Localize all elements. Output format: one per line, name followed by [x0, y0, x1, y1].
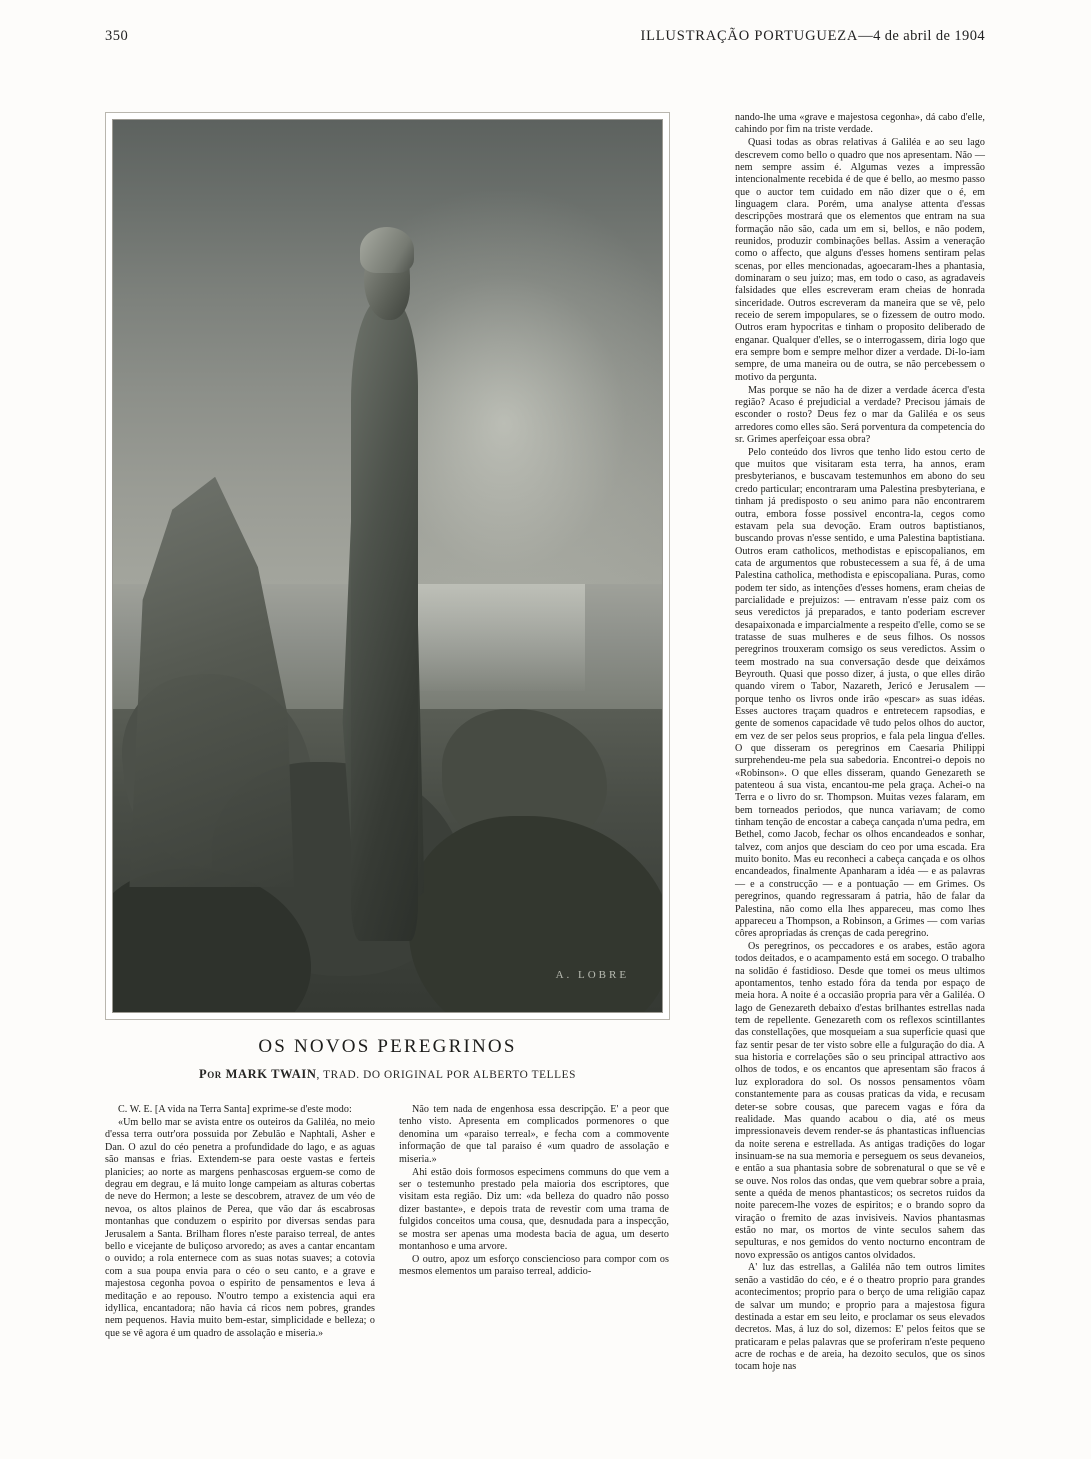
paragraph: Os peregrinos, os peccadores e os arabes, estão agora todos deitados, e o acampamento está em socego. O trabalho na solidão é fastidioso. Desde que tomei os meus ultimos apontamentos, tenho estado fóra da tenda por espaço de meia hora. A noite é a occasião propria para vêr a Galiléa. O lago de Genezareth debaixo d'estas brilhantes estrellas nada tem de repellente. Genezareth com os reflexos scintillantes das constellações, que mosqueiam a sua superficie quasi que faz sentir pesar de ter visto sobre elle a fulguração do dia. A sua historia e correlações são o seu principal attractivo aos olhos de todos, e os encantos que apresentam são fracos á luz exploradora do sol. Os nossos pensamentos vôam constantemente para as cousas praticas da vida, e recusam deter-se sobre cousas, que parecem vagas e fóra da realidade. Mas quando acabou o dia, até os meus impressionaveis devem render-se ás phantasticas influencias da noite serena e estrellada. As antigas tradições do logar insinuam-se na sua memoria e perseguem os seus devaneios, e então a sua phantasia sobre de sobrenatural o que se vê e se ouve. Nos rolos das ondas, que vem quebrar sobre a praia, sente a quéda de menos phantasticos; os secretos ruidos da noite parecem-lhe vozes de espiritos; e o brando sopro da viração o fremito de azas invisiveis. Navios phantasmas estão no mar, os mortos de vinte seculos sahem das sepulturas, e nos gemidos do vento nocturno encontram de novo expressão os antigos cantos olvidados. [735, 941, 985, 1261]
masthead [640, 28, 985, 45]
figure-body [351, 298, 418, 940]
paragraph: C. W. E. [A vida na Terra Santa] exprime-se d'este modo: [118, 1104, 352, 1115]
lower-text-columns [105, 1104, 670, 1340]
page-number: 350 [105, 28, 129, 44]
body-column-1 [105, 1104, 375, 1340]
article-byline [105, 1067, 670, 1082]
paragraph: Ahi estão dois formosos especimens communs do que vem a ser o testemunho prestado pela maioria dos escriptores, que visitam esta região. Diz um: «da belleza do quadro não posso dizer bastante», e depois trata de revestir com uma trama de fulgidos conceitos uma cousa, que, desnudada para a inspecção, se mostra ser apenas uma modesta bacia de agua, um deserto montanhoso e uma arvore. [399, 1166, 669, 1252]
byline-author: Por MARK TWAIN [198, 1067, 317, 1081]
paragraph: O outro, apoz um esforço consciencioso para compor com os mesmos elementos um paraiso terreal, addicio- [399, 1253, 669, 1278]
body-column-2 [399, 1104, 669, 1340]
article-title: OS NOVOS PEREGRINOS [258, 1036, 517, 1057]
paragraph: A' luz das estrellas, a Galiléa não tem outros limites senão a vastidão do céo, e é o theatro proprio para grandes acontecimentos; proprio para o berço de uma religião capaz de salvar um mundo; e proprio para a majestosa figura destinada a estar em seu leito, e proclamar os seus elevados decretos. Mas, á luz do sol, dizemos: E' pelos feitos que se praticaram e pelas palavras que se proferiram n'este pequeno acre de rochas e de areia, ha dezoito seculos, que os sinos tocam hoje nas [735, 1262, 985, 1373]
figure-turban [360, 227, 414, 273]
illustration-image [112, 119, 663, 1013]
paragraph: «Um bello mar se avista entre os outeiros da Galiléa, no meio d'essa terra outr'ora possuida por Zebulão e Naphtali, Asher e Dan. O azul do céo penetra a profundidade do lago, e as aguas são mansas e frias. Extendem-se para oeste vastas e ferteis planicies; ao norte as margens penhascosas erguem-se como de degrau em degrau, e lá muito longe campeiam as alturas cobertas de neve do Hermon; a leste se descobrem, atravez de um véo de nevoa, os altos plainos de Perea, que vão dar ás escabrosas montanhas que conduzem o espirito por diversas sendas para Jerusalem a Santa. Brilham flores n'este paraiso terreal, de antes bello e vicejante de buliçoso arvoredo; as aves a cantar encantam o ouvido; a rola enternece com as suas notas suaves; a cotovia com a sua poupa envia para o céo o seu canto, e a grave e majestosa cegonha povoa o espirito de pensamentos e leva á meditação e ao repouso. N'outro tempo a existencia aqui era idyllica, encantadora; não havia cá ricos nem pobres, grandes nem pequenos. Havia muito bem-estar, simplicidade e belleza; o que se vê agora é um quadro de assolação e miseria.» [105, 1116, 375, 1339]
byline-translator: , TRAD. DO ORIGINAL POR ALBERTO TELLES [316, 1069, 577, 1081]
right-column [735, 112, 985, 1374]
artist-signature: A. LOBRE [555, 968, 630, 981]
paragraph: Mas porque se não ha de dizer a verdade ácerca d'esta região? Acaso é prejudicial a verdade? Precisou jámais de esconder o rosto? Deus fez o mar da Galiléa e os seus arredores como elles são. Será porventura da competencia do sr. Grimes aperfeiçoar essa obra? [735, 384, 985, 445]
masthead-date: —4 de abril de 1904 [858, 28, 985, 44]
page-header [105, 28, 985, 50]
article-title-block [105, 1036, 670, 1082]
paragraph: Não tem nada de engenhosa essa descripção. E' a peor que tenho visto. Apresenta em complicados pormenores o que denomina um «paraiso terreal», e fecha com a commovente informação de que tal paraiso é «um quadro de assolação e miseria.» [399, 1104, 669, 1165]
paragraph: Quasi todas as obras relativas á Galiléa e ao seu lago descrevem como bello o quadro que nos apresentam. Não —nem sempre assim é. Algumas vezes a impressão intencionalmente recebida é de que é bello, ao mesmo passo que o auctor tem cuidado em não dizer que o é, em linguagem clara. Porém, uma analyse attenta d'essas descripções mostrará que os elementos que entram na sua formação não são, cada um em si, bellos, e não podem, reunidos, produzir combinações bellas. Assim a veneração como o affecto, que alguns d'esses homens sentiram pelas scenas, por elles mencionadas, agoecaram-lhes a phantasia, dominaram o seu juizo; mas, em todo o caso, as agradaveis falsidades que elles escreveram eram cheias de honrada sinceridade. Outros escreveram da maneira que se vê, pelo receio de serem impopulares, se o fizessem de outro modo. Outros eram hypocritas e tinham o proposito deliberado de enganar. Qualquer d'elles, se o interrogassem, diria logo que era sempre bom e sempre melhor dizer a verdade. Di-lo-iam sempre, de uma maneira ou de outra, se não percebessem o motivo da pergunta. [735, 137, 985, 383]
left-column [105, 112, 670, 1340]
paragraph: Pelo conteúdo dos livros que tenho lido estou certo de que muitos que visitaram esta terra, ha annos, eram presbyterianos, e buscavam testemunhos em abono do seu credo particular; encontraram uma Palestina presbyteriana, e tinham já predisposto o seu animo para não encontrarem outra, embora fosse possivel encontra-la, cegos como estavam pela sua devoção. Eram outros baptistianos, buscando provas n'esse sentido, e uma Palestina baptistiana. Outros eram catholicos, methodistas e episcopalianos, em cata de argumentos que robustecessem a sua fé, á de uma Palestina catholica, methodista e episcopaliana. Puras, como podem ter sido, as intenções d'esses homens, eram cheias de parcialidade e prejuizos: — entravam n'esse paiz com os seus veredictos já preparados, e tanto poderiam escrever desapaixonada e imparcialmente a respeito d'elle, como se se tratasse de suas mulheres e de seus filhos. Os nossos peregrinos trouxeram comsigo os seus veredictos. Assim o teem mostrado na sua conversação desde que deixámos Beyrouth. Quasi que posso dizer, á justa, o que elles dirão quando virem o Tabor, Nazareth, Jericó e Jerusalem — porque tenho os livros onde irão «pescar» as suas idéas. Esses auctores traçam quadros e entretecem rapsodias, e gente de somenos capacidade vê tudo pelos olhos do auctor, em vez de ser pelos seus proprios, e fala pela lingua d'elles. O que disseram os peregrinos em Caesaria Philippi surprehendeu-me pela sua sabedoria. Encontrei-o depois no «Robinson». O que elles disseram, quando Genezareth se patenteou á sua vista, encantou-me pela graça. Achei-o na Terra e o livro do sr. Thompson. Muitas vezes falaram, em bem torneados periodos, que nunca variavam; de como tinham tenção de encostar a cabeça cançada n'uma pedra, em Bethel, como Jacob, fechar os olhos encandeados e sonhar, talvez, com anjos que desciam do ceo por uma escada. Era muito bonito. Mas eu reconheci a cabeça cançada e os olhos encandeados, finalmente Apanharam a idéa — e as palavras — e a construcção — e a pontuação — em Grimes. Os peregrinos, quando regressaram á patria, hão de falar da Palestina, não como ella lhes appareceu, mas como lhes appareceu a Thompson, a Robinson, a Grimes — com varias côres apropriadas ás crenças de cada peregrino. [735, 446, 985, 940]
illustration-frame [105, 112, 670, 1020]
paragraph: nando-lhe uma «grave e majestosa cegonha», dá cabo d'elle, cahindo por fim na triste verdade. [735, 112, 985, 136]
masthead-title: ILLUSTRAÇÃO PORTUGUEZA [640, 28, 859, 44]
pilgrim-figure [333, 227, 437, 941]
